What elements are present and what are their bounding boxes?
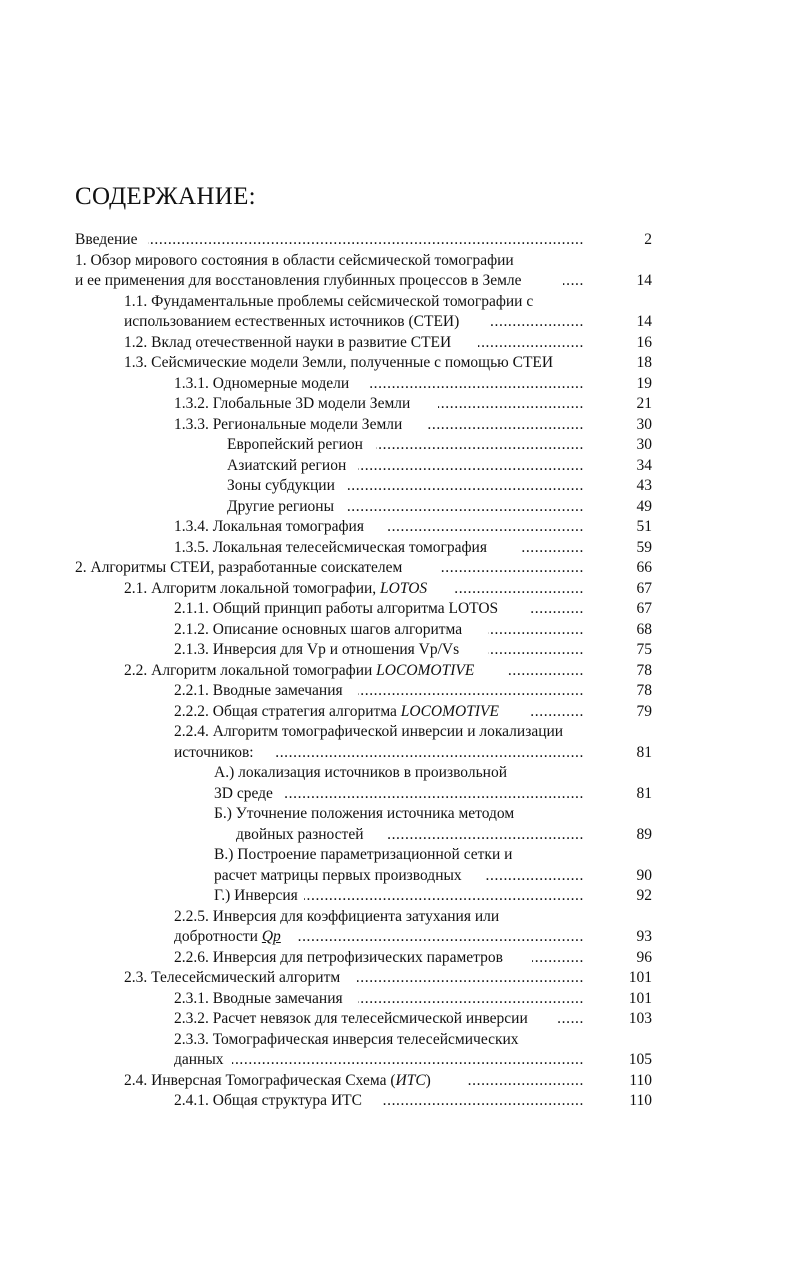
toc-entry <box>0 517 799 538</box>
toc-page-number: 34 <box>636 456 652 474</box>
toc-leader-dots <box>484 866 584 887</box>
toc-entry-text: 1.3.2. Глобальные 3D модели Земли <box>174 395 411 412</box>
toc-entry <box>0 497 799 518</box>
toc-page-number: 103 <box>628 1010 652 1027</box>
toc-page-number: 43 <box>636 477 652 494</box>
toc-page-number: 2 <box>644 231 652 248</box>
toc-entry <box>0 825 799 846</box>
toc-entry <box>0 353 799 374</box>
toc-entry <box>0 845 799 866</box>
toc-page-number: 105 <box>628 1051 652 1068</box>
toc-leader-dots <box>346 497 584 518</box>
toc-page-number: 30 <box>636 415 652 433</box>
toc-entry-text: Зоны субдукции <box>227 477 335 494</box>
toc-entry <box>0 230 799 251</box>
toc-entry-text: 2.2.2. Общая стратегия алгоритма LOCOMOTIVE <box>174 702 499 720</box>
toc-entry <box>0 456 799 477</box>
toc-entry <box>0 620 799 641</box>
toc-entry <box>0 784 799 805</box>
toc-entry-text: 2.3. Телесейсмический алгоритм <box>124 969 341 986</box>
toc-entry-text: Введение <box>75 231 138 248</box>
toc-leader-dots <box>370 374 584 395</box>
toc-entry-text: и ее применения для восстановления глубинных процессов в Земле <box>75 272 522 289</box>
toc-entry <box>0 599 799 620</box>
toc-page-number: 92 <box>636 887 652 904</box>
toc-entry <box>0 1030 799 1051</box>
toc-entry <box>0 702 799 723</box>
toc-leader-dots <box>508 661 584 682</box>
toc-entry-text: 2.3.1. Вводные замечания <box>174 989 343 1007</box>
toc-page-number: 110 <box>629 1092 652 1109</box>
toc-entry-text: 1. Обзор мирового состояния в области сейсмической томографии <box>75 251 514 269</box>
toc-entry-text: 2.2.4. Алгоритм томографической инверсии и локализации <box>174 723 564 740</box>
toc-leader-dots <box>556 1009 584 1030</box>
toc-entry-text: А.) локализация источников в произвольной <box>214 764 508 781</box>
toc-leader-dots <box>428 415 584 436</box>
toc-entry-text: 2.4.1. Общая структура ИТС <box>174 1092 362 1109</box>
toc-page-number: 81 <box>636 784 652 802</box>
toc-page-number: 66 <box>636 559 652 576</box>
toc-entry-text: Б.) Уточнение положения источника методом <box>214 805 515 822</box>
toc-page-number: 68 <box>636 620 652 638</box>
toc-leader-dots <box>388 517 584 538</box>
toc-entry <box>0 558 799 579</box>
toc-entry-text: источников: <box>174 743 254 761</box>
page-title: СОДЕРЖАНИЕ: <box>75 183 256 210</box>
toc-leader-dots <box>284 784 584 805</box>
toc-entry-emphasis: LOCOMOTIVE <box>376 661 475 679</box>
toc-page-number: 101 <box>628 969 652 986</box>
toc-entry-text: 2.2.6. Инверсия для петрофизических параметров <box>174 948 503 966</box>
toc-entry-text: 1.3. Сейсмические модели Земли, полученные с помощью СТЕИ <box>124 354 554 371</box>
toc-leader-dots <box>358 456 584 477</box>
toc-leader-dots <box>346 476 584 497</box>
toc-entry <box>0 968 799 989</box>
toc-leader-dots <box>358 681 584 702</box>
toc-entry <box>0 579 799 600</box>
toc-page-number: 67 <box>636 579 652 597</box>
toc-leader-dots <box>274 743 584 764</box>
toc-page-number: 79 <box>636 702 652 720</box>
toc-entry-text: использованием естественных источников (СТЕИ) <box>124 313 460 330</box>
toc-entry-emphasis: ИТС <box>395 1071 426 1089</box>
toc-entry-text: 2.2. Алгоритм локальной томографии LOCOMOTIVE <box>124 661 475 679</box>
toc-page-number: 89 <box>636 825 652 843</box>
toc-entry <box>0 661 799 682</box>
toc-entry <box>0 251 799 272</box>
toc-entry-text: 2.4. Инверсная Томографическая Схема (ИТС) <box>124 1071 431 1089</box>
toc-entry-text: 1.3.1. Одномерные модели <box>174 374 350 392</box>
toc-entry-text: 2. Алгоритмы СТЕИ, разработанные соискателем <box>75 559 403 576</box>
toc-entry <box>0 292 799 313</box>
toc-leader-dots <box>304 886 584 907</box>
toc-leader-dots <box>376 435 584 456</box>
toc-leader-dots <box>358 989 584 1010</box>
toc-entry <box>0 907 799 928</box>
toc-entry-text: 1.3.3. Региональные модели Земли <box>174 415 403 433</box>
toc-page-number: 110 <box>629 1071 652 1089</box>
toc-entry-text: 2.1.2. Описание основных шагов алгоритма <box>174 620 463 638</box>
toc-page-number: 30 <box>636 436 652 453</box>
toc-entry <box>0 640 799 661</box>
toc-entry <box>0 394 799 415</box>
toc-entry <box>0 866 799 887</box>
toc-entry-emphasis: LOCOMOTIVE <box>400 702 499 720</box>
toc-entry <box>0 435 799 456</box>
toc-entry-text: 1.3.5. Локальная телесейсмическая томография <box>174 538 487 556</box>
toc-entry <box>0 804 799 825</box>
toc-leader-dots <box>490 312 584 333</box>
toc-entry-text: 2.1.3. Инверсия для Vp и отношения Vp/Vs <box>174 641 460 658</box>
toc-page-number: 59 <box>636 538 652 556</box>
toc-page-number: 21 <box>636 395 652 412</box>
toc-entry-text: 2.1.1. Общий принцип работы алгоритма LOTOS <box>174 600 499 617</box>
toc-entry <box>0 948 799 969</box>
toc-leader-dots <box>296 927 584 948</box>
toc-page-number: 96 <box>636 948 652 966</box>
toc-entry-text: 3D среде <box>214 784 273 802</box>
toc-leader-dots <box>455 579 584 600</box>
toc-leader-dots <box>466 1071 584 1092</box>
toc-entry <box>0 538 799 559</box>
toc-entry-text: двойных разностей <box>236 825 364 843</box>
toc-entry-text: Европейский регион <box>227 436 363 453</box>
toc-entry-emphasis: LOTOS <box>380 579 428 597</box>
toc-entry <box>0 1071 799 1092</box>
toc-entry-text: 2.2.5. Инверсия для коэффициента затухания или <box>174 907 500 925</box>
toc-entry <box>0 722 799 743</box>
toc-entry <box>0 312 799 333</box>
toc-page-number: 78 <box>636 661 652 679</box>
toc-entry-text: 1.3.4. Локальная томография <box>174 518 364 535</box>
toc-entry-text: 2.3.2. Расчет невязок для телесейсмической инверсии <box>174 1010 528 1027</box>
toc-entry <box>0 333 799 354</box>
toc-leader-dots <box>357 968 584 989</box>
toc-entry-text: 2.2.1. Вводные замечания <box>174 682 343 699</box>
toc-entry-text: 1.1. Фундаментальные проблемы сейсмической томографии с <box>124 292 534 310</box>
toc-page-number: 101 <box>628 989 652 1007</box>
toc-page-number: 14 <box>636 313 652 330</box>
toc-entry-text: 2.1. Алгоритм локальной томографии, LOTOS <box>124 579 428 597</box>
toc-entry <box>0 743 799 764</box>
toc-entry <box>0 886 799 907</box>
toc-leader-dots <box>148 230 584 251</box>
toc-page-number: 14 <box>636 272 652 289</box>
toc-page-number: 78 <box>636 682 652 699</box>
toc-leader-dots <box>388 825 584 846</box>
toc-entry <box>0 374 799 395</box>
toc-entry-text: 1.2. Вклад отечественной науки в развитие СТЕИ <box>124 333 452 351</box>
toc-page-number: 93 <box>636 928 652 945</box>
toc-entry-text: данных <box>174 1051 224 1068</box>
toc-entry-text: В.) Построение параметризационной сетки и <box>214 846 513 863</box>
toc-leader-dots <box>530 702 584 723</box>
toc-page-number: 49 <box>636 497 652 515</box>
toc-page-number: 16 <box>636 333 652 351</box>
toc-page-number: 51 <box>636 518 652 535</box>
toc-entry-text: Г.) Инверсия <box>214 887 298 904</box>
toc-page-number: 18 <box>636 354 652 371</box>
toc-entry <box>0 989 799 1010</box>
toc-entry-text: Азиатский регион <box>227 456 347 474</box>
toc-page-number: 19 <box>636 374 652 392</box>
toc-entry <box>0 415 799 436</box>
toc-entry <box>0 1091 799 1112</box>
toc-entry <box>0 927 799 948</box>
toc-leader-dots <box>232 1050 584 1071</box>
toc-entry-text: Другие регионы <box>227 497 335 515</box>
toc-entry-emphasis: Qp <box>261 928 281 945</box>
toc-leader-dots <box>488 620 584 641</box>
toc-entry-text: добротности Qp <box>174 928 281 945</box>
toc-page-number: 75 <box>636 641 652 658</box>
toc-entry <box>0 1009 799 1030</box>
toc-leader-dots <box>520 538 584 559</box>
toc-entry-text: расчет матрицы первых производных <box>214 866 462 884</box>
toc-page-number: 90 <box>636 866 652 884</box>
table-of-contents <box>0 230 799 1112</box>
toc-page-number: 67 <box>636 600 652 617</box>
toc-entry <box>0 1050 799 1071</box>
toc-leader-dots <box>563 271 584 292</box>
toc-leader-dots <box>440 558 584 579</box>
toc-leader-dots <box>532 948 584 969</box>
toc-leader-dots <box>438 394 584 415</box>
toc-leader-dots <box>478 333 584 354</box>
toc-leader-dots <box>530 599 584 620</box>
toc-page-number: 81 <box>636 743 652 761</box>
toc-entry <box>0 271 799 292</box>
toc-entry <box>0 681 799 702</box>
toc-entry <box>0 476 799 497</box>
toc-entry-text: 2.3.3. Томографическая инверсия телесейсмических <box>174 1030 519 1048</box>
toc-entry <box>0 763 799 784</box>
toc-leader-dots <box>382 1091 584 1112</box>
toc-leader-dots <box>488 640 584 661</box>
